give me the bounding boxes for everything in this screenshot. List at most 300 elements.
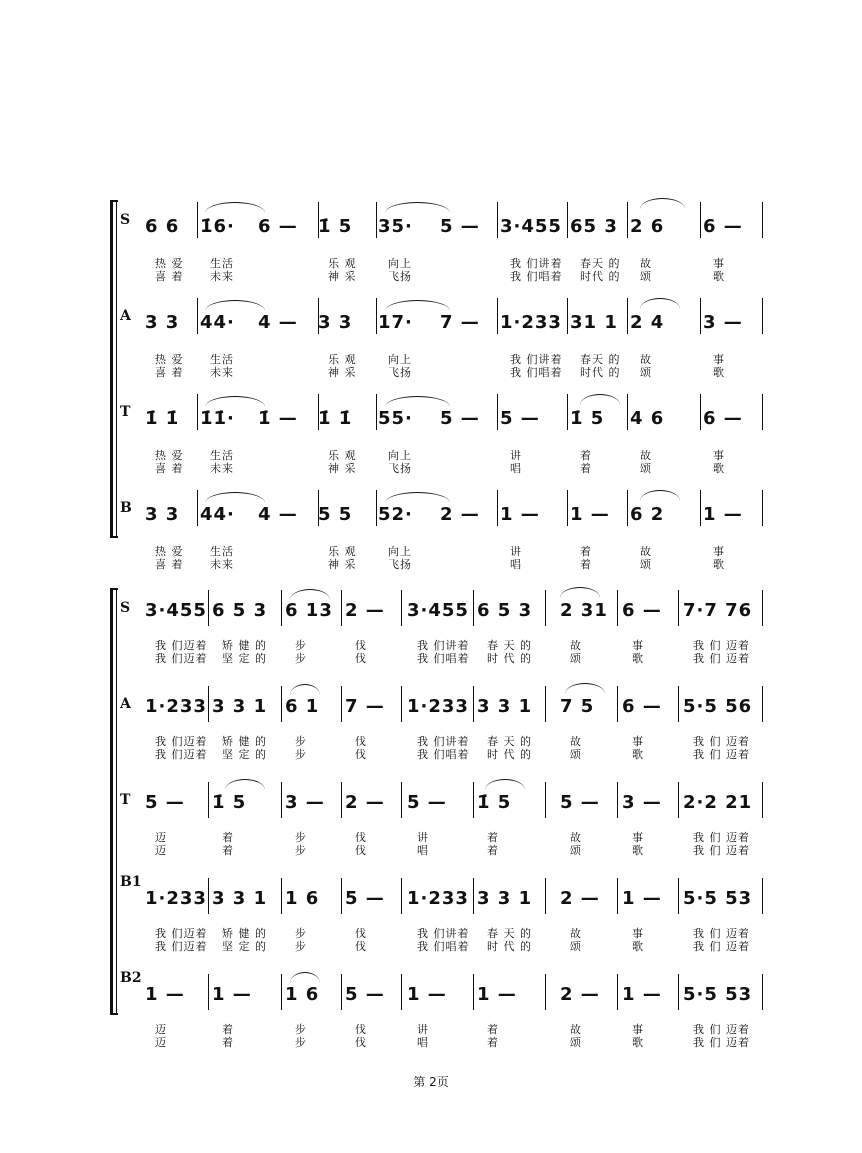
- note-group: 7·7 76: [683, 600, 753, 621]
- lyric-syllable: 步: [295, 735, 307, 748]
- lyric-syllable: 伐: [355, 831, 367, 844]
- lyric-syllable: 颂: [640, 366, 652, 379]
- lyric-syllable: 伐: [355, 940, 367, 953]
- voice-label: B: [120, 500, 132, 516]
- barline: [678, 590, 679, 626]
- note-group: 4 6: [630, 408, 665, 429]
- barline: [341, 782, 342, 818]
- lyric-syllable: 着: [487, 844, 499, 857]
- lyric-syllable: 事: [632, 639, 644, 652]
- lyric-syllable: 乐 观: [328, 545, 357, 558]
- lyric-syllable: 我 们讲着: [417, 639, 470, 652]
- note-group: 2·2 21: [683, 792, 753, 813]
- note-group: 1̇ 5: [212, 792, 247, 813]
- note-group: 6 —: [703, 408, 743, 429]
- lyric-syllable: 故: [570, 1023, 582, 1036]
- lyric-syllable: 步: [295, 831, 307, 844]
- slur-mark: [225, 779, 265, 790]
- note-group: 1 —: [622, 888, 662, 909]
- lyric-syllable: 步: [295, 1023, 307, 1036]
- note-group: 1̇ 5: [318, 216, 353, 237]
- note-group: 3 —: [285, 792, 325, 813]
- lyric-syllable: 热 爱: [155, 257, 184, 270]
- note-group: 1̇6·: [200, 216, 235, 237]
- barline: [567, 394, 568, 430]
- note-group: 1 —: [145, 984, 185, 1005]
- barline: [617, 878, 618, 914]
- barline: [497, 298, 498, 334]
- slur-mark: [640, 198, 685, 209]
- barline: [762, 394, 763, 430]
- note-group: 5·5 53: [683, 984, 753, 1005]
- lyric-syllable: 神 采: [328, 558, 357, 571]
- barline: [376, 202, 377, 238]
- slur-mark: [485, 779, 525, 790]
- note-group: 1 6: [285, 888, 320, 909]
- barline: [627, 298, 628, 334]
- lyric-syllable: 歌: [632, 940, 644, 953]
- barline: [700, 394, 701, 430]
- lyric-syllable: 着: [487, 1036, 499, 1049]
- lyric-syllable: 故: [570, 639, 582, 652]
- lyric-syllable: 向上: [388, 449, 412, 462]
- barline: [473, 686, 474, 722]
- lyric-syllable: 伐: [355, 1036, 367, 1049]
- lyric-syllable: 我 们唱着: [510, 366, 563, 379]
- lyric-syllable: 我 们 迈着: [693, 1036, 750, 1049]
- barline: [545, 782, 546, 818]
- lyric-syllable: 歌: [713, 366, 725, 379]
- lyric-syllable: 我 们迈着: [155, 940, 208, 953]
- lyric-syllable: 未来: [210, 558, 234, 571]
- lyric-syllable: 讲: [510, 449, 522, 462]
- lyric-syllable: 歌: [632, 844, 644, 857]
- note-group: 7 —: [345, 696, 385, 717]
- barline: [401, 974, 402, 1010]
- note-group: 3·455: [407, 600, 469, 621]
- lyric-syllable: 矫 健 的: [222, 639, 267, 652]
- lyric-syllable: 歌: [632, 1036, 644, 1049]
- barline: [700, 490, 701, 526]
- voice-label: T: [120, 792, 131, 808]
- lyric-syllable: 我 们迈着: [155, 927, 208, 940]
- note-group: 3 3: [318, 312, 353, 333]
- lyric-syllable: 飞扬: [388, 366, 412, 379]
- lyric-syllable: 步: [295, 940, 307, 953]
- note-group: 5·5 53: [683, 888, 753, 909]
- barline: [281, 782, 282, 818]
- slur-mark: [640, 490, 680, 501]
- lyric-syllable: 故: [640, 449, 652, 462]
- lyric-syllable: 神 采: [328, 366, 357, 379]
- note-group: 1̇ 1̇: [318, 408, 353, 429]
- lyric-syllable: 颂: [570, 940, 582, 953]
- system-bracket-thick: [110, 200, 113, 538]
- voice-label: T: [120, 404, 131, 420]
- system-bracket-thin: [116, 200, 117, 538]
- voice-label: B1: [120, 874, 142, 890]
- lyric-syllable: 乐 观: [328, 257, 357, 270]
- barline: [376, 394, 377, 430]
- lyric-syllable: 我 们讲着: [417, 927, 470, 940]
- lyric-syllable: 时 代 的: [487, 748, 532, 761]
- note-group: 5 —: [345, 888, 385, 909]
- note-group: 6 5 3: [212, 600, 268, 621]
- slur-mark: [385, 300, 450, 311]
- lyric-syllable: 喜 着: [155, 366, 184, 379]
- note-group: 35·: [378, 216, 413, 237]
- barline: [567, 490, 568, 526]
- voice-label: B2: [120, 970, 142, 986]
- note-group: 3 3 1: [477, 888, 533, 909]
- note-group: 7 —: [440, 312, 480, 333]
- note-group: 31 1: [570, 312, 618, 333]
- barline: [208, 974, 209, 1010]
- lyric-syllable: 事: [632, 927, 644, 940]
- lyric-syllable: 故: [570, 927, 582, 940]
- note-group: 5 —: [345, 984, 385, 1005]
- note-group: 1 —: [570, 504, 610, 525]
- barline: [341, 590, 342, 626]
- barline: [627, 394, 628, 430]
- barline: [545, 590, 546, 626]
- lyric-syllable: 我 们 迈着: [693, 927, 750, 940]
- lyric-syllable: 伐: [355, 844, 367, 857]
- slur-mark: [580, 394, 620, 405]
- barline: [281, 878, 282, 914]
- voice-label: A: [120, 696, 131, 712]
- lyric-syllable: 矫 健 的: [222, 735, 267, 748]
- lyric-syllable: 春 天 的: [487, 735, 532, 748]
- lyric-syllable: 春天 的: [580, 257, 621, 270]
- note-group: 5 —: [145, 792, 185, 813]
- barline: [401, 878, 402, 914]
- lyric-syllable: 颂: [640, 558, 652, 571]
- note-group: 6 —: [622, 696, 662, 717]
- note-group: 7 5: [560, 696, 595, 717]
- note-group: 2 —: [440, 504, 480, 525]
- note-group: 3 —: [622, 792, 662, 813]
- lyric-syllable: 事: [632, 735, 644, 748]
- note-group: 65 3: [570, 216, 618, 237]
- lyric-syllable: 事: [632, 1023, 644, 1036]
- barline: [678, 686, 679, 722]
- barline: [617, 686, 618, 722]
- lyric-syllable: 我 们 迈着: [693, 1023, 750, 1036]
- lyric-syllable: 故: [570, 735, 582, 748]
- lyric-syllable: 神 采: [328, 462, 357, 475]
- lyric-syllable: 迈: [155, 844, 167, 857]
- lyric-syllable: 步: [295, 748, 307, 761]
- lyric-syllable: 热 爱: [155, 449, 184, 462]
- note-group: 1·233: [407, 888, 469, 909]
- note-group: 3 3 1: [212, 888, 268, 909]
- note-group: 6 —: [703, 216, 743, 237]
- lyric-syllable: 我 们 迈着: [693, 639, 750, 652]
- lyric-syllable: 时代 的: [580, 366, 621, 379]
- barline: [762, 590, 763, 626]
- bracket-hook-bottom: [110, 536, 118, 538]
- lyric-syllable: 我 们唱着: [417, 940, 470, 953]
- lyric-syllable: 坚 定 的: [222, 652, 267, 665]
- note-group: 1·233: [145, 888, 207, 909]
- lyric-syllable: 我 们 迈着: [693, 735, 750, 748]
- lyric-syllable: 故: [640, 545, 652, 558]
- lyric-syllable: 颂: [640, 462, 652, 475]
- note-group: 6 6: [145, 216, 180, 237]
- slur-mark: [640, 298, 680, 309]
- note-group: 1 —: [500, 504, 540, 525]
- barline: [678, 782, 679, 818]
- note-group: 6 5 3: [477, 600, 533, 621]
- lyric-syllable: 颂: [570, 844, 582, 857]
- barline: [678, 974, 679, 1010]
- lyric-syllable: 着: [222, 844, 234, 857]
- note-group: 2 4: [630, 312, 665, 333]
- lyric-syllable: 着: [487, 831, 499, 844]
- lyric-syllable: 乐 观: [328, 449, 357, 462]
- lyric-syllable: 伐: [355, 1023, 367, 1036]
- lyric-syllable: 矫 健 的: [222, 927, 267, 940]
- lyric-syllable: 步: [295, 652, 307, 665]
- lyric-syllable: 伐: [355, 639, 367, 652]
- lyric-syllable: 着: [222, 1023, 234, 1036]
- lyric-syllable: 故: [640, 257, 652, 270]
- note-group: 1·233: [500, 312, 562, 333]
- lyric-syllable: 喜 着: [155, 462, 184, 475]
- barline: [627, 202, 628, 238]
- voice-label: A: [120, 308, 131, 324]
- lyric-syllable: 我 们 迈着: [693, 940, 750, 953]
- note-group: 2 —: [345, 792, 385, 813]
- note-group: 2 —: [345, 600, 385, 621]
- lyric-syllable: 坚 定 的: [222, 940, 267, 953]
- lyric-syllable: 着: [580, 462, 592, 475]
- lyric-syllable: 坚 定 的: [222, 748, 267, 761]
- note-group: 3·455: [145, 600, 207, 621]
- slur-mark: [565, 683, 605, 694]
- note-group: 6 2: [630, 504, 665, 525]
- barline: [700, 202, 701, 238]
- lyric-syllable: 迈: [155, 1023, 167, 1036]
- note-group: 6 —: [622, 600, 662, 621]
- note-group: 2 31: [560, 600, 608, 621]
- lyric-syllable: 颂: [570, 1036, 582, 1049]
- lyric-syllable: 乐 观: [328, 353, 357, 366]
- note-group: 4 —: [258, 504, 298, 525]
- barline: [762, 202, 763, 238]
- slur-mark: [290, 972, 320, 983]
- lyric-syllable: 事: [713, 257, 725, 270]
- lyric-syllable: 未来: [210, 270, 234, 283]
- lyric-syllable: 我 们 迈着: [693, 652, 750, 665]
- lyric-syllable: 歌: [713, 462, 725, 475]
- lyric-syllable: 伐: [355, 927, 367, 940]
- lyric-syllable: 事: [713, 545, 725, 558]
- note-group: 1̇1̇·: [200, 408, 235, 429]
- note-group: 17·: [378, 312, 413, 333]
- lyric-syllable: 春 天 的: [487, 927, 532, 940]
- barline: [208, 686, 209, 722]
- lyric-syllable: 伐: [355, 748, 367, 761]
- note-group: 5 —: [407, 792, 447, 813]
- lyric-syllable: 我 们迈着: [155, 748, 208, 761]
- note-group: 3 —: [703, 312, 743, 333]
- lyric-syllable: 我 们讲着: [417, 735, 470, 748]
- barline: [197, 490, 198, 526]
- barline: [762, 490, 763, 526]
- barline: [473, 590, 474, 626]
- barline: [545, 686, 546, 722]
- lyric-syllable: 唱: [417, 844, 429, 857]
- lyric-syllable: 喜 着: [155, 558, 184, 571]
- lyric-syllable: 我 们迈着: [155, 639, 208, 652]
- voice-label: S: [120, 212, 131, 228]
- note-group: 3·455: [500, 216, 562, 237]
- barline: [678, 878, 679, 914]
- voice-label: S: [120, 600, 131, 616]
- lyric-syllable: 伐: [355, 735, 367, 748]
- bracket-hook-top: [110, 200, 118, 202]
- system-bracket-thin: [116, 588, 117, 1015]
- note-group: 1 —: [703, 504, 743, 525]
- lyric-syllable: 神 采: [328, 270, 357, 283]
- lyric-syllable: 着: [580, 545, 592, 558]
- lyric-syllable: 事: [713, 449, 725, 462]
- note-group: 55·: [378, 408, 413, 429]
- note-group: 6 1: [285, 696, 320, 717]
- slur-mark: [205, 396, 265, 407]
- lyric-syllable: 唱: [510, 462, 522, 475]
- lyric-syllable: 未来: [210, 462, 234, 475]
- lyric-syllable: 着: [222, 831, 234, 844]
- lyric-syllable: 步: [295, 927, 307, 940]
- barline: [197, 202, 198, 238]
- lyric-syllable: 步: [295, 844, 307, 857]
- barline: [281, 590, 282, 626]
- barline: [208, 782, 209, 818]
- lyric-syllable: 颂: [570, 748, 582, 761]
- note-group: 5 —: [440, 408, 480, 429]
- barline: [567, 298, 568, 334]
- barline: [497, 394, 498, 430]
- note-group: 2 —: [560, 984, 600, 1005]
- barline: [341, 878, 342, 914]
- bracket-hook-top: [110, 588, 118, 590]
- barline: [762, 974, 763, 1010]
- lyric-syllable: 生活: [210, 545, 234, 558]
- lyric-syllable: 迈: [155, 1036, 167, 1049]
- lyric-syllable: 春天 的: [580, 353, 621, 366]
- barline: [762, 878, 763, 914]
- lyric-syllable: 热 爱: [155, 545, 184, 558]
- barline: [617, 590, 618, 626]
- note-group: 1̇ 1̇: [145, 408, 180, 429]
- barline: [762, 686, 763, 722]
- lyric-syllable: 歌: [713, 558, 725, 571]
- note-group: 1 6: [285, 984, 320, 1005]
- lyric-syllable: 我 们唱着: [417, 652, 470, 665]
- barline: [376, 490, 377, 526]
- slur-mark: [205, 492, 265, 503]
- note-group: 5 —: [560, 792, 600, 813]
- lyric-syllable: 生活: [210, 353, 234, 366]
- note-group: 2 6: [630, 216, 665, 237]
- lyric-syllable: 热 爱: [155, 353, 184, 366]
- lyric-syllable: 生活: [210, 257, 234, 270]
- note-group: 3 3 1: [477, 696, 533, 717]
- barline: [762, 782, 763, 818]
- note-group: 6 —: [258, 216, 298, 237]
- note-group: 1·233: [145, 696, 207, 717]
- lyric-syllable: 事: [632, 831, 644, 844]
- note-group: 4 —: [258, 312, 298, 333]
- barline: [545, 974, 546, 1010]
- barline: [281, 686, 282, 722]
- note-group: 5 —: [500, 408, 540, 429]
- slur-mark: [205, 202, 265, 213]
- slur-mark: [205, 300, 265, 311]
- barline: [617, 974, 618, 1010]
- lyric-syllable: 时 代 的: [487, 940, 532, 953]
- barline: [497, 490, 498, 526]
- barline: [376, 298, 377, 334]
- lyric-syllable: 我 们讲着: [510, 257, 563, 270]
- barline: [281, 974, 282, 1010]
- barline: [617, 782, 618, 818]
- note-group: 2 —: [560, 888, 600, 909]
- lyric-syllable: 迈: [155, 831, 167, 844]
- lyric-syllable: 歌: [713, 270, 725, 283]
- lyric-syllable: 春 天 的: [487, 639, 532, 652]
- lyric-syllable: 讲: [417, 831, 429, 844]
- system-bracket-thick: [110, 588, 113, 1015]
- note-group: 3 3: [145, 312, 180, 333]
- lyric-syllable: 伐: [355, 652, 367, 665]
- barline: [401, 782, 402, 818]
- lyric-syllable: 讲: [417, 1023, 429, 1036]
- barline: [208, 878, 209, 914]
- barline: [497, 202, 498, 238]
- barline: [197, 394, 198, 430]
- barline: [401, 686, 402, 722]
- note-group: 52·: [378, 504, 413, 525]
- barline: [700, 298, 701, 334]
- note-group: 6 13: [285, 600, 333, 621]
- lyric-syllable: 向上: [388, 545, 412, 558]
- lyric-syllable: 我 们唱着: [417, 748, 470, 761]
- barline: [208, 590, 209, 626]
- note-group: 5 —: [440, 216, 480, 237]
- lyric-syllable: 我 们 迈着: [693, 844, 750, 857]
- note-group: 1̇ —: [258, 408, 298, 429]
- barline: [567, 202, 568, 238]
- bracket-hook-bottom: [110, 1013, 118, 1015]
- note-group: 1 —: [407, 984, 447, 1005]
- note-group: 1 —: [477, 984, 517, 1005]
- lyric-syllable: 歌: [632, 748, 644, 761]
- lyric-syllable: 步: [295, 1036, 307, 1049]
- lyric-syllable: 着: [580, 558, 592, 571]
- lyric-syllable: 颂: [640, 270, 652, 283]
- lyric-syllable: 未来: [210, 366, 234, 379]
- lyric-syllable: 我 们讲着: [510, 353, 563, 366]
- lyric-syllable: 颂: [570, 652, 582, 665]
- slur-mark: [290, 589, 330, 600]
- lyric-syllable: 我 们唱着: [510, 270, 563, 283]
- lyric-syllable: 着: [222, 1036, 234, 1049]
- slur-mark: [290, 684, 320, 695]
